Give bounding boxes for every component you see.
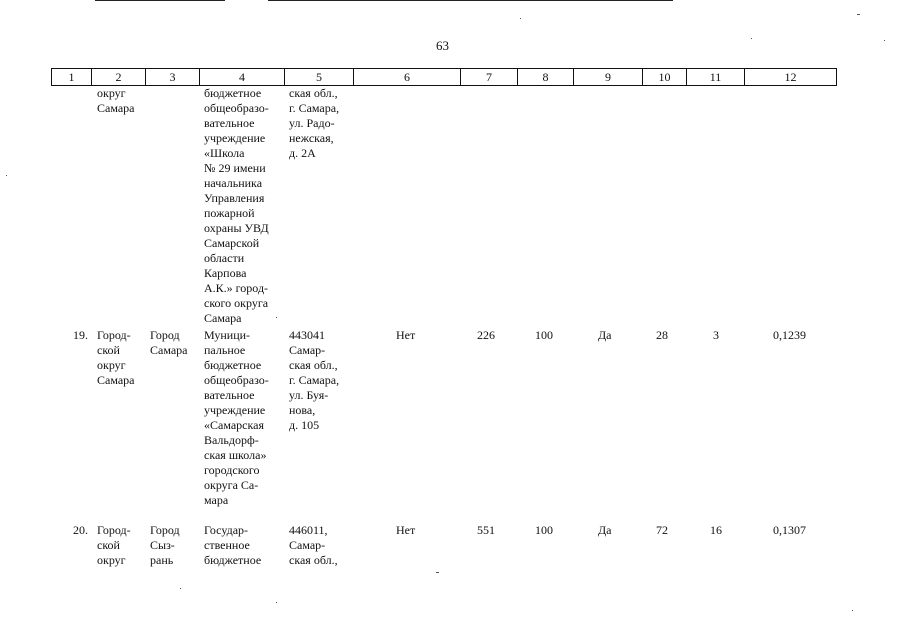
row-col11: 3	[713, 328, 719, 342]
row-number: 19.	[73, 328, 88, 342]
row-col5: 446011, Самар- ская обл.,	[289, 523, 338, 567]
header-cell-3: 3	[146, 69, 200, 85]
row-col9: Да	[598, 328, 612, 342]
scan-speck	[884, 40, 885, 41]
header-cell-2: 2	[92, 69, 146, 85]
row-col7: 551	[477, 523, 495, 537]
row-col11: 16	[710, 523, 722, 537]
row-col8: 100	[535, 328, 553, 342]
scan-speck	[180, 588, 181, 589]
header-cell-10: 10	[643, 69, 687, 85]
row-col5: 443041 Самар- ская обл., г. Самара, ул. Буя- нова, д. 105	[289, 328, 340, 432]
header-cell-11: 11	[687, 69, 745, 85]
scan-speck	[751, 38, 752, 39]
row-col8: 100	[535, 523, 553, 537]
row-col12: 0,1307	[773, 523, 806, 537]
row-number: 20.	[73, 523, 88, 537]
cont-col5: ская обл., г. Самара, ул. Радо- нежская, д. 2А	[289, 86, 340, 160]
table-header-row	[51, 68, 837, 86]
row-col10: 28	[656, 328, 668, 342]
row-col9: Да	[598, 523, 612, 537]
top-border-line	[268, 0, 673, 1]
header-cell-7: 7	[461, 69, 518, 85]
header-cell-9: 9	[574, 69, 643, 85]
header-cell-12: 12	[784, 70, 797, 84]
row-col12: 0,1239	[773, 328, 806, 342]
scan-speck	[276, 317, 277, 318]
row-col2: Город- ской округ	[97, 523, 131, 567]
row-col7: 226	[477, 328, 495, 342]
header-cell-5: 5	[285, 69, 354, 85]
scan-speck	[6, 175, 7, 176]
header-cell-4: 4	[200, 69, 285, 85]
cont-col2: округ Самара	[97, 86, 135, 115]
row-col3: Город Самара	[150, 328, 188, 357]
row-col6: Нет	[396, 328, 416, 342]
row-col3: Город Сыз- рань	[150, 523, 180, 567]
scan-speck	[852, 610, 853, 611]
row-col10: 72	[656, 523, 668, 537]
header-cell-8: 8	[518, 69, 574, 85]
row-col4: Государ- ственное бюджетное	[204, 523, 262, 567]
row-col4: Муници- пальное бюджетное общеобразо- вательное учреждение «Самарская Вальдорф- ская школа» городского округа Са- мара	[204, 328, 269, 507]
row-col6: Нет	[396, 523, 416, 537]
cont-col4: бюджетное общеобразо- вательное учреждение «Школа № 29 имени начальника Управления пожарной охраны УВД Самарской области Карпова А.К.» город- ского округа Самара	[204, 86, 269, 325]
scan-speck	[857, 14, 860, 15]
row-col2: Город- ской округ Самара	[97, 328, 135, 387]
header-cell-1: 1	[52, 69, 92, 85]
top-border-line	[95, 0, 225, 1]
scan-speck	[276, 602, 277, 603]
scan-speck	[436, 572, 439, 573]
header-cell-6: 6	[354, 69, 461, 85]
page-number: 63	[436, 38, 449, 53]
scan-speck	[520, 18, 521, 19]
